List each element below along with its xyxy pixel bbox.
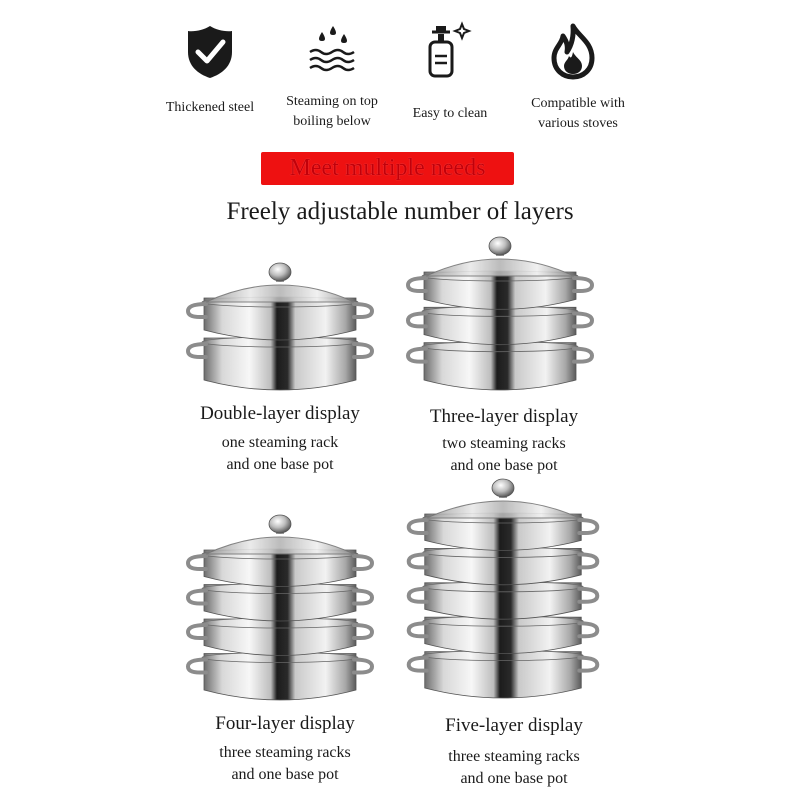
tier-handle-right [354,344,372,357]
glass-lid [426,259,574,276]
tier-handle-left [408,349,426,362]
caption-desc-line-2: and one base pot [460,770,568,787]
tier-handle-left [409,658,427,671]
steam-drops-icon [306,24,360,74]
tier-handle-right [574,313,592,326]
shield-check-icon [184,24,236,80]
page-subtitle: Freely adjustable number of layers [226,198,574,225]
tier-handle-right [579,589,597,602]
tier-handle-right [574,349,592,362]
tier-handle-left [188,556,206,569]
double-layer-steamer-image [180,262,380,394]
caption-desc-line-2: and one base pot [226,456,334,473]
lid-knob [269,515,291,533]
tier-handle-right [354,660,372,673]
feature-label-line-1: Steaming on top [286,94,378,109]
feature-label-line-1: Compatible with [531,96,625,111]
caption-double-layer [170,402,390,476]
caption-desc-line-1: three steaming racks [448,748,580,765]
glass-lid [427,501,580,518]
five-layer-steamer-image [400,478,606,702]
tier-handle-left [409,589,427,602]
caption-three-layer [394,405,614,477]
tier-handle-left [408,278,426,291]
caption-title: Three-layer display [429,406,579,427]
tier-handle-right [574,278,592,291]
tier-handle-left [409,520,427,533]
lid-knob [269,263,291,281]
tier-handle-right [579,623,597,636]
caption-desc-line-1: three steaming racks [219,744,351,761]
glass-lid [206,537,354,554]
caption-five-layer [404,714,624,790]
banner: Meet multiple needs [261,152,514,185]
feature-label: Easy to clean [412,106,488,121]
feature-label-line-2: various stoves [538,116,618,131]
tier-handle-right [579,554,597,567]
tier-handle-right [579,520,597,533]
cleaning-bottle-icon [424,20,474,80]
lid-knob [489,237,511,255]
tier-handle-left [409,623,427,636]
tier-handle-left [409,554,427,567]
flame-icon [548,22,598,80]
tier-handle-left [188,591,206,604]
caption-desc-line-1: one steaming rack [221,434,339,451]
caption-title: Double-layer display [200,403,360,424]
caption-desc-line-2: and one base pot [450,457,558,474]
tier-handle-left [408,313,426,326]
tier-handle-left [188,344,206,357]
glass-lid [206,285,354,302]
lid-knob [492,479,514,497]
tier-handle-left [188,660,206,673]
caption-title: Four-layer display [215,713,355,734]
tier-handle-left [188,304,206,317]
tier-handle-right [579,658,597,671]
tier-handle-left [188,625,206,638]
caption-title: Five-layer display [445,715,583,736]
caption-desc-line-1: two steaming racks [442,435,566,452]
caption-four-layer [175,712,395,786]
tier-handle-right [354,591,372,604]
caption-desc-line-2: and one base pot [231,766,339,783]
tier-handle-right [354,304,372,317]
four-layer-steamer-image [180,514,380,704]
tier-handle-right [354,625,372,638]
feature-row [0,0,800,140]
three-layer-steamer-image [400,236,600,394]
feature-label: Thickened steel [165,100,255,115]
feature-label-line-2: boiling below [293,114,371,129]
tier-handle-right [354,556,372,569]
